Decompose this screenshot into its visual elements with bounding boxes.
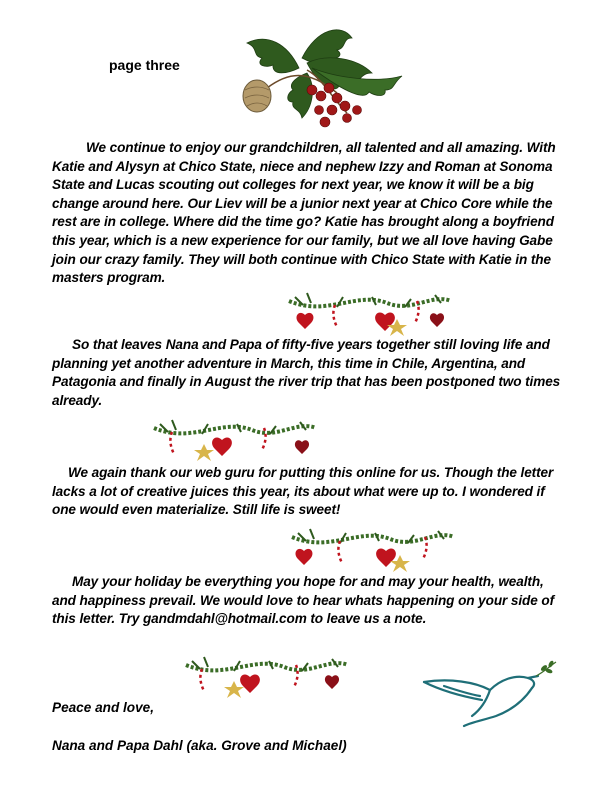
garland-hearts-icon	[287, 287, 453, 337]
page-label: page three	[109, 57, 180, 73]
dove-icon	[420, 660, 560, 732]
holly-sprig-icon	[207, 18, 407, 130]
garland-hearts-icon	[184, 651, 350, 701]
paragraph-web-guru: We again thank our web guru for putting this online for us. Though the letter lacks a lot of creative juices this year, its about what were up to. I wondered if one would even materialize. Still life is sweet!	[52, 465, 554, 518]
paragraph-nana-papa: So that leaves Nana and Papa of fifty-five years together still loving life and planning yet another adventure in March, this time in Chile, Argentina, and Patagonia and finally in August the river trip that has been postponed two times already.	[52, 337, 561, 408]
paragraph-grandchildren: We continue to enjoy our grandchildren, all talented and all amazing. With Katie and Alysyn at Chico State, niece and nephew Izzy and Roman at Sonoma State and Lucas scouting out colleges for next year, we know it will be a big change around here. Our Liev will be a junior next year at Chico Core while the rest are in college. Where did the time go? Katie has brought along a boyfriend this year, which is a new experience for our family, but we all love having Gabe join our crazy family. They will both continue with Chico State with Katie in the masters program.	[52, 140, 556, 286]
garland-hearts-icon	[290, 523, 456, 573]
paragraph-holiday-wishes: May your holiday be everything you hope for and may your health, wealth, and happiness prevail. We would love to hear whats happening on your side of this letter. Try gandmdahl@hotmail.com to leave us a note.	[52, 574, 554, 627]
signature-text: Nana and Papa Dahl (aka. Grove and Michael)	[52, 738, 347, 753]
closing-text: Peace and love,	[52, 700, 155, 715]
garland-hearts-icon	[152, 414, 318, 464]
